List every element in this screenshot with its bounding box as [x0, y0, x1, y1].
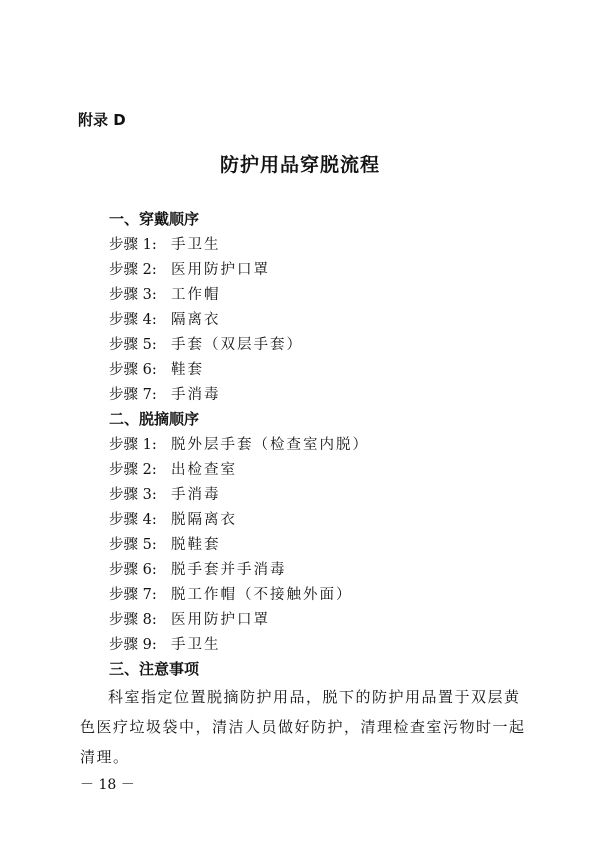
donning-step — [109, 358, 204, 379]
doffing-step — [109, 633, 221, 654]
step-label: 步骤 8: — [109, 612, 157, 628]
step-label: 步骤 6: — [109, 562, 157, 578]
step-label: 步骤 4: — [109, 312, 157, 328]
step-text: 脱外层手套（检查室内脱） — [171, 437, 369, 453]
step-label: 步骤 5: — [109, 537, 157, 553]
donning-step — [109, 383, 221, 404]
step-label: 步骤 9: — [109, 637, 157, 653]
step-text: 手消毒 — [171, 387, 221, 403]
step-label: 步骤 6: — [109, 362, 157, 378]
step-text: 医用防护口罩 — [171, 612, 270, 628]
step-label: 步骤 5: — [109, 337, 157, 353]
step-text: 工作帽 — [171, 287, 221, 303]
step-text: 鞋套 — [171, 362, 204, 378]
section-heading-donning: 一、穿戴顺序 — [109, 210, 200, 228]
donning-step — [109, 308, 221, 329]
section-heading-doffing: 二、脱摘顺序 — [109, 410, 200, 428]
appendix-label: 附录 D — [78, 111, 126, 129]
step-text: 手消毒 — [171, 487, 221, 503]
doffing-step — [109, 583, 353, 604]
step-text: 脱手套并手消毒 — [171, 562, 287, 578]
step-label: 步骤 4: — [109, 512, 157, 528]
step-label: 步骤 1: — [109, 437, 157, 453]
doffing-step — [109, 608, 270, 629]
donning-step — [109, 283, 221, 304]
doffing-step — [109, 508, 237, 529]
step-text: 手卫生 — [171, 637, 221, 653]
step-text: 手套（双层手套） — [171, 337, 303, 353]
step-text: 脱隔离衣 — [171, 512, 237, 528]
step-label: 步骤 7: — [109, 587, 157, 603]
donning-step — [109, 233, 221, 254]
doffing-step — [109, 483, 221, 504]
doffing-step — [109, 558, 287, 579]
step-label: 步骤 3: — [109, 287, 157, 303]
notes-text: 科室指定位置脱摘防护用品，脱下的防护用品置于双层黄色医疗垃圾袋中，清洁人员做好防护，清理检查室污物时一起清理。 — [80, 688, 526, 766]
step-text: 出检查室 — [171, 462, 237, 478]
notes-paragraph — [80, 682, 530, 772]
step-label: 步骤 1: — [109, 237, 157, 253]
doffing-step — [109, 533, 221, 554]
step-text: 脱工作帽（不接触外面） — [171, 587, 353, 603]
step-text: 脱鞋套 — [171, 537, 221, 553]
step-label: 步骤 2: — [109, 262, 157, 278]
page-number: － 18 － — [80, 777, 135, 793]
document-title: 防护用品穿脱流程 — [219, 154, 380, 176]
step-text: 手卫生 — [171, 237, 221, 253]
section-heading-notes: 三、注意事项 — [109, 660, 200, 678]
step-label: 步骤 7: — [109, 387, 157, 403]
doffing-step — [109, 433, 369, 454]
step-label: 步骤 3: — [109, 487, 157, 503]
donning-step — [109, 258, 270, 279]
doffing-step — [109, 458, 237, 479]
step-text: 隔离衣 — [171, 312, 221, 328]
step-text: 医用防护口罩 — [171, 262, 270, 278]
step-label: 步骤 2: — [109, 462, 157, 478]
donning-step — [109, 333, 303, 354]
